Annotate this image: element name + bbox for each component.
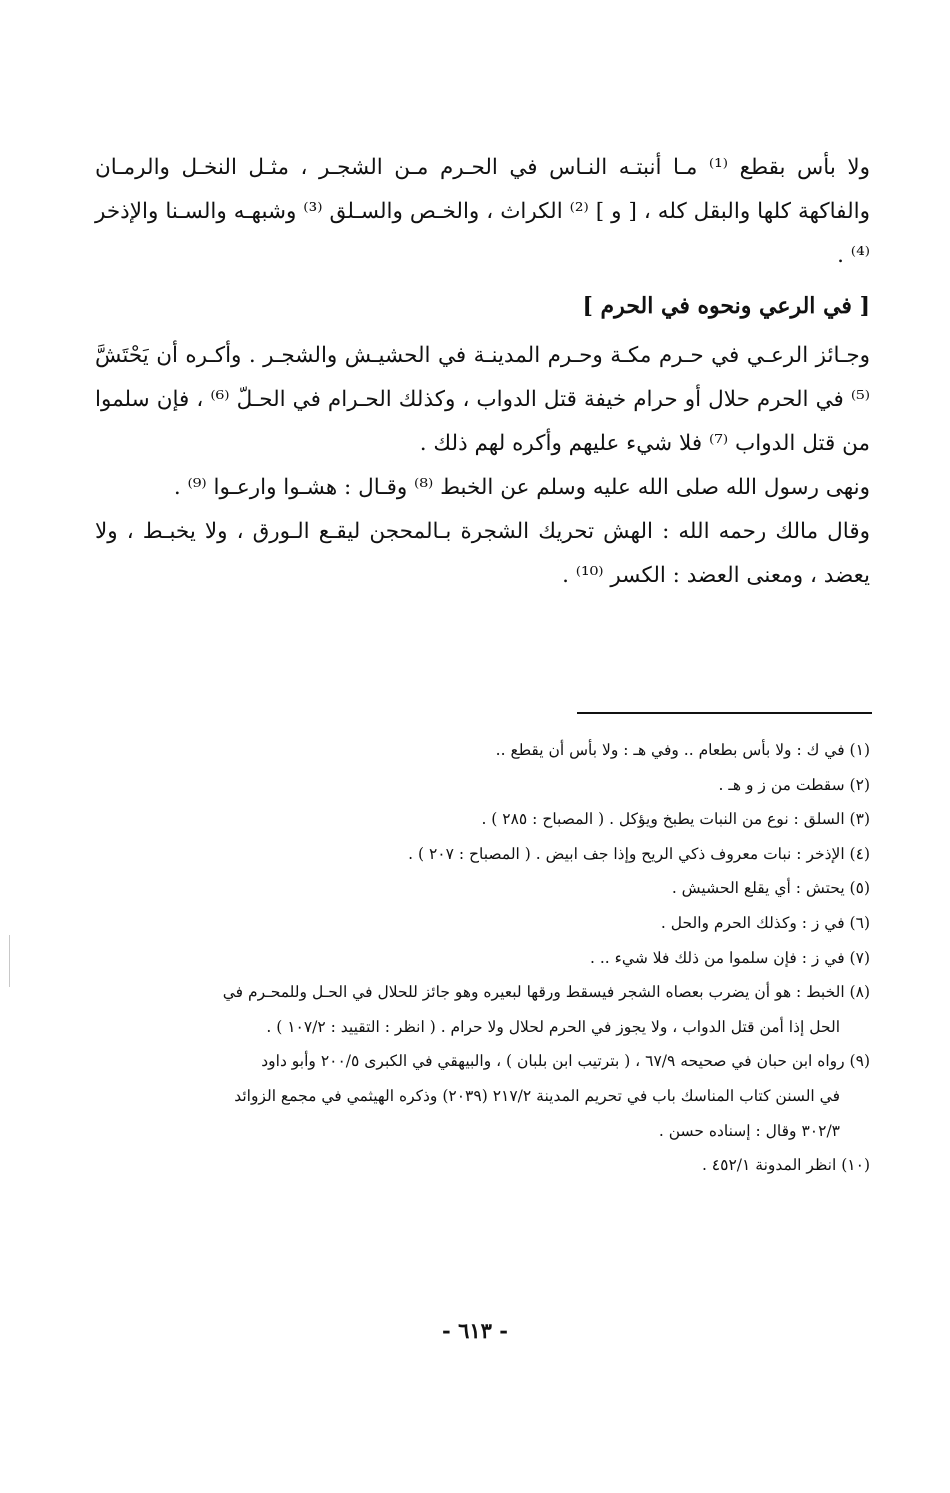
footnote-3: (٣) السلق : نوع من النبات يطبخ ويؤكل . ( المصباح : ٢٨٥ ) . xyxy=(481,810,870,829)
main-text xyxy=(95,146,870,598)
footnote-8-line-1: (٨) الخبط : هو أن يضرب بعصاه الشجر فيسقط ورقها لبعيره وهو جائز للحلال في الحـل وللمحـرم في xyxy=(222,983,870,1002)
footnote-9-line-3: ٣٠٢/٣ وقال : إسناده حسن . xyxy=(658,1121,840,1140)
footnote-9-line-2: في السنن كتاب المناسك باب في تحريم المدينة ٢١٧/٢ (٢٠٣٩) وذكره الهيثمي في مجمع الزوائد xyxy=(234,1086,840,1105)
footnote-5: (٥) يحتش : أي يقلع الحشيش . xyxy=(671,879,870,898)
page-number: - ٦١٣ - xyxy=(442,1318,508,1343)
footnote-4: (٤) الإذخر : نبات معروف ذكي الريح وإذا جف ابيض . ( المصباح : ٢٠٧ ) . xyxy=(408,844,870,863)
paragraph-2: وجـائز الرعـي في حـرم مكـة وحـرم المدينـة في الحشيـش والشجـر . وأكـره أن يَحْتَشَّ ⁽⁵⁾ في الحرم حلال أو حرام خيفة قتل الدواب ، وكذلك الحـرام في الحـلّ ⁽⁶⁾ ، فإن سلموا من قتل الدواب ⁽⁷⁾ فلا شيء عليهم وأكره لهم ذلك . xyxy=(95,343,871,456)
footnote-9 xyxy=(98,1044,870,1148)
section-heading: [ في الرعي ونحوه في الحرم ] xyxy=(582,293,870,319)
paragraph-3: ونهى رسول الله صلى الله عليه وسلم عن الخبط ⁽⁸⁾ وقـال : هشـوا وارعـوا ⁽⁹⁾ . xyxy=(173,475,870,500)
footnote-9-line-1: (٩) رواه ابن حبان في صحيحه ٦٧/٩ ، ( بترتيب ابن بلبان ) ، والبيهقي في الكبرى ٢٠٠/٥ وأبو داود xyxy=(261,1052,870,1071)
paragraph-1: ولا بأس بقطع ⁽¹⁾ مـا أنبتـه النـاس في الحـرم مـن الشجـر ، مثـل النخـل والرمـان والفاكهة كلها والبقل كله ، [ و ] ⁽²⁾ الكراث ، والخـص والسـلق ⁽³⁾ وشبهـه والسـنا والإذخر ⁽⁴⁾ . xyxy=(95,155,871,268)
footnote-8 xyxy=(98,975,870,1044)
footnote-6: (٦) في ز : وكذلك الحرم والحل . xyxy=(660,913,870,932)
footnote-8-line-2: الحل إذا أمن قتل الدواب ، ولا يجوز في الحرم لحلال ولا حرام . ( انظر : التقييد : ١٠٧/٢ ) . xyxy=(266,1017,840,1036)
footnote-2: (٢) سقطت من ز و هـ . xyxy=(718,775,870,794)
footnote-divider xyxy=(577,712,872,714)
scan-edge-mark xyxy=(9,935,10,987)
footnote-10: (١٠) انظر المدونة ٤٥٢/١ . xyxy=(701,1156,870,1175)
footnotes xyxy=(98,733,870,1183)
footnote-1: (١) في ك : ولا بأس بطعام .. وفي هـ : ولا بأس أن يقطع .. xyxy=(495,741,870,759)
footnote-7: (٧) في ز : فإن سلموا من ذلك فلا شيء .. . xyxy=(589,948,870,967)
paragraph-4: وقال مالك رحمه الله : الهش تحريك الشجرة بـالمحجن ليقـع الـورق ، ولا يخبـط ، ولا يعضد ، ومعنى العضد : الكسر ⁽¹⁰⁾ . xyxy=(95,519,870,588)
